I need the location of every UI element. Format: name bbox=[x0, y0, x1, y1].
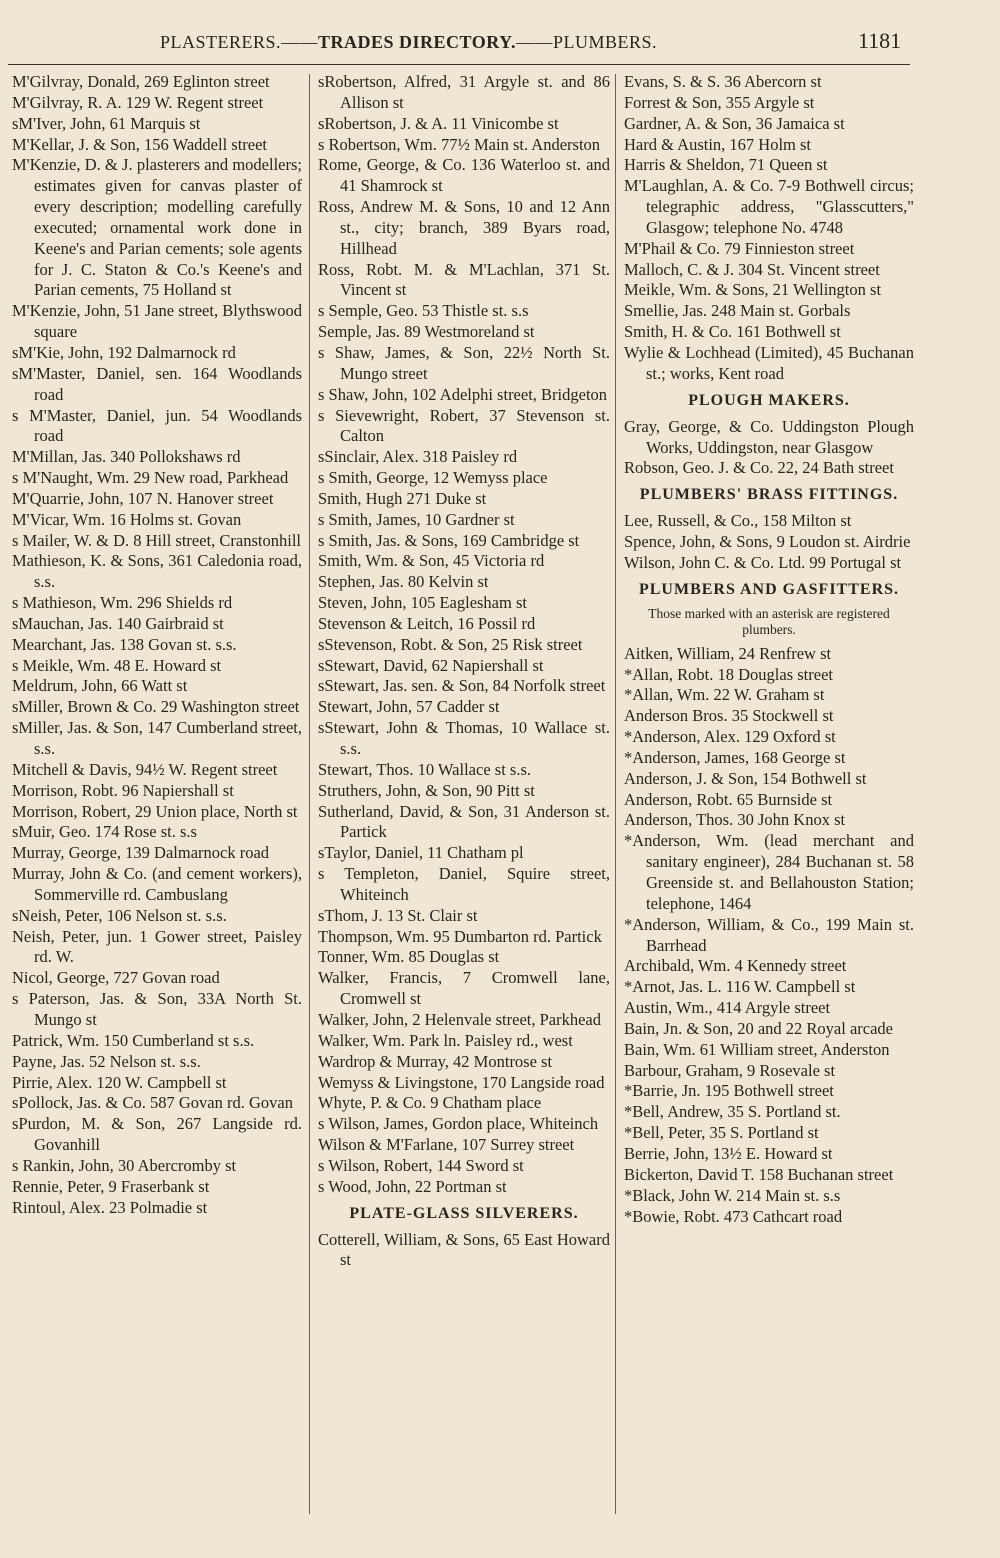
directory-entry: Walker, Wm. Park ln. Paisley rd., west bbox=[318, 1030, 573, 1050]
directory-entry: Austin, Wm., 414 Argyle street bbox=[624, 998, 831, 1018]
directory-entry: Aitken, William, 24 Renfrew st bbox=[624, 643, 832, 663]
directory-entry: Ross, Robt. M. & M'Lachlan, 371 St. Vincent st bbox=[318, 259, 610, 300]
directory-entry: Anderson, J. & Son, 154 Bothwell st bbox=[624, 768, 867, 788]
directory-entry: M'Kenzie, D. & J. plasterers and modellers; estimates given for canvas plaster of every description; modelling carefully executed; ornamental work done in Keene's and Parian cements; sole agents for J. C. Staton & Co.'s Keene's and Parian cements, 75 Holland st bbox=[12, 155, 302, 300]
directory-entry: s Shaw, James, & Son, 22½ North St. Mungo street bbox=[318, 342, 610, 383]
header-center-word: TRADES DIRECTORY. bbox=[318, 32, 516, 52]
directory-entry: *Anderson, Wm. (lead merchant and sanitary engineer), 284 Buchanan st. 58 Greenside st. and Bellahouston Station; telephone, 1464 bbox=[624, 831, 914, 913]
directory-entry: *Anderson, James, 168 George st bbox=[624, 747, 846, 767]
directory-entry: *Allan, Wm. 22 W. Graham st bbox=[624, 685, 825, 705]
directory-entry: Anderson Bros. 35 Stockwell st bbox=[624, 706, 834, 726]
directory-entry: sStewart, John & Thomas, 10 Wallace st. s.s. bbox=[318, 718, 610, 758]
directory-entry: sMuir, Geo. 174 Rose st. s.s bbox=[12, 822, 197, 842]
directory-entry: s Wilson, James, Gordon place, Whiteinch bbox=[318, 1114, 599, 1134]
directory-entry: sPollock, Jas. & Co. 587 Govan rd. Govan bbox=[12, 1093, 293, 1113]
directory-entry: Meldrum, John, 66 Watt st bbox=[12, 676, 188, 696]
column-3 bbox=[624, 72, 914, 1227]
header-dash-1: —— bbox=[281, 32, 319, 52]
directory-entry: Anderson, Thos. 30 John Knox st bbox=[624, 810, 846, 830]
directory-entry: Steven, John, 105 Eaglesham st bbox=[318, 593, 527, 613]
directory-entry: sSinclair, Alex. 318 Paisley rd bbox=[318, 447, 518, 467]
column-2 bbox=[318, 72, 610, 1271]
directory-entry: s M'Naught, Wm. 29 New road, Parkhead bbox=[12, 468, 289, 488]
directory-entry: Sutherland, David, & Son, 31 Anderson st. Partick bbox=[318, 801, 610, 842]
directory-entry: M'Phail & Co. 79 Finnieston street bbox=[624, 238, 855, 258]
directory-entry: Barbour, Graham, 9 Rosevale st bbox=[624, 1060, 836, 1080]
directory-entry: Stephen, Jas. 80 Kelvin st bbox=[318, 572, 489, 592]
directory-entry: Morrison, Robt. 96 Napiershall st bbox=[12, 780, 234, 800]
directory-entry: Walker, John, 2 Helenvale street, Parkhead bbox=[318, 1009, 601, 1029]
directory-entry: *Bell, Peter, 35 S. Portland st bbox=[624, 1123, 819, 1143]
directory-entry: s Wood, John, 22 Portman st bbox=[318, 1176, 507, 1196]
directory-entry: *Allan, Robt. 18 Douglas street bbox=[624, 664, 833, 684]
directory-entry: Robson, Geo. J. & Co. 22, 24 Bath street bbox=[624, 458, 894, 478]
directory-entry: Walker, Francis, 7 Cromwell lane, Cromwell st bbox=[318, 968, 610, 1009]
section-heading: PLATE-GLASS SILVERERS. bbox=[349, 1204, 579, 1222]
directory-entry: Archibald, Wm. 4 Kennedy street bbox=[624, 956, 847, 976]
directory-entry: sMiller, Brown & Co. 29 Washington street bbox=[12, 697, 300, 717]
directory-entry: M'Laughlan, A. & Co. 7-9 Bothwell circus; telegraphic address, "Glasscutters," Glasgow; telephone No. 4748 bbox=[624, 176, 914, 237]
directory-entry: sThom, J. 13 St. Clair st bbox=[318, 905, 478, 925]
directory-entry: Wemyss & Livingstone, 170 Langside road bbox=[318, 1072, 605, 1092]
directory-entry: Gray, George, & Co. Uddingston Plough Works, Uddingston, near Glasgow bbox=[624, 416, 914, 457]
directory-entry: Bain, Wm. 61 William street, Anderston bbox=[624, 1039, 890, 1059]
directory-entry: s Smith, George, 12 Wemyss place bbox=[318, 468, 548, 488]
directory-entry: Mearchant, Jas. 138 Govan st. s.s. bbox=[12, 634, 237, 654]
directory-entry: Patrick, Wm. 150 Cumberland st s.s. bbox=[12, 1030, 255, 1050]
directory-entry: M'Vicar, Wm. 16 Holms st. Govan bbox=[12, 509, 242, 529]
directory-entry: sTaylor, Daniel, 11 Chatham pl bbox=[318, 843, 524, 863]
directory-entry: *Bowie, Robt. 473 Cathcart road bbox=[624, 1206, 843, 1226]
directory-entry: s Mathieson, Wm. 296 Shields rd bbox=[12, 593, 233, 613]
directory-entry: Struthers, John, & Son, 90 Pitt st bbox=[318, 780, 535, 800]
directory-entry: M'Gilvray, Donald, 269 Eglinton street bbox=[12, 72, 270, 91]
section-heading: PLUMBERS' BRASS FITTINGS. bbox=[639, 486, 899, 504]
directory-entry: Forrest & Son, 355 Argyle st bbox=[624, 92, 815, 112]
directory-entry: s M'Master, Daniel, jun. 54 Woodlands road bbox=[12, 405, 302, 446]
directory-entry: Smith, Hugh 271 Duke st bbox=[318, 488, 487, 508]
directory-entry: sStewart, Jas. sen. & Son, 84 Norfolk street bbox=[318, 676, 606, 696]
directory-entry: M'Gilvray, R. A. 129 W. Regent street bbox=[12, 92, 264, 112]
directory-entry: Murray, John & Co. (and cement workers), Sommerville rd. Cambuslang bbox=[12, 864, 302, 904]
directory-entry: Stevenson & Leitch, 16 Possil rd bbox=[318, 613, 536, 633]
directory-entry: s Smith, Jas. & Sons, 169 Cambridge st bbox=[318, 530, 580, 550]
directory-entry: Meikle, Wm. & Sons, 21 Wellington st bbox=[624, 280, 882, 300]
directory-entry: *Anderson, Alex. 129 Oxford st bbox=[624, 727, 836, 747]
directory-entry: sM'Master, Daniel, sen. 164 Woodlands road bbox=[12, 363, 302, 404]
directory-entry: Nicol, George, 727 Govan road bbox=[12, 968, 220, 988]
directory-entry: Stewart, John, 57 Cadder st bbox=[318, 697, 500, 717]
directory-entry: Bain, Jn. & Son, 20 and 22 Royal arcade bbox=[624, 1018, 893, 1038]
directory-entry: sMauchan, Jas. 140 Gairbraid st bbox=[12, 613, 224, 633]
section-heading: PLOUGH MAKERS. bbox=[688, 391, 850, 409]
directory-entry: s Semple, Geo. 53 Thistle st. s.s bbox=[318, 301, 529, 321]
directory-entry: Wardrop & Murray, 42 Montrose st bbox=[318, 1051, 553, 1071]
header-dash-2: —— bbox=[515, 32, 553, 52]
column-1 bbox=[12, 72, 302, 1218]
directory-entry: sNeish, Peter, 106 Nelson st. s.s. bbox=[12, 905, 227, 925]
directory-entry: Rome, George, & Co. 136 Waterloo st. and 41 Shamrock st bbox=[318, 155, 610, 196]
directory-entry: s Paterson, Jas. & Son, 33A North St. Mungo st bbox=[12, 989, 302, 1029]
directory-entry: s Sievewright, Robert, 37 Stevenson st. Calton bbox=[318, 405, 610, 446]
directory-entry: Hard & Austin, 167 Holm st bbox=[624, 134, 812, 154]
directory-entry: s Smith, James, 10 Gardner st bbox=[318, 509, 515, 529]
directory-entry: s Robertson, Wm. 77½ Main st. Anderston bbox=[318, 134, 601, 154]
directory-entry: Smith, Wm. & Son, 45 Victoria rd bbox=[318, 551, 545, 571]
directory-entry: sPurdon, M. & Son, 267 Langside rd. Govanhill bbox=[12, 1114, 302, 1155]
directory-entry: Wilson & M'Farlane, 107 Surrey street bbox=[318, 1135, 575, 1155]
directory-entry: Stewart, Thos. 10 Wallace st s.s. bbox=[318, 759, 531, 779]
directory-entry: s Rankin, John, 30 Abercromby st bbox=[12, 1155, 237, 1175]
directory-entry: M'Kellar, J. & Son, 156 Waddell street bbox=[12, 134, 268, 154]
directory-entry: Rennie, Peter, 9 Fraserbank st bbox=[12, 1176, 210, 1196]
directory-entry: Whyte, P. & Co. 9 Chatham place bbox=[318, 1093, 542, 1113]
directory-entry: sMiller, Jas. & Son, 147 Cumberland street, s.s. bbox=[12, 718, 302, 758]
directory-entry: Spence, John, & Sons, 9 Loudon st. Airdrie bbox=[624, 532, 911, 552]
directory-entry: sStewart, David, 62 Napiershall st bbox=[318, 655, 544, 675]
header-right-word: PLUMBERS. bbox=[552, 32, 657, 52]
directory-entry: Payne, Jas. 52 Nelson st. s.s. bbox=[12, 1051, 201, 1071]
column-divider-2 bbox=[615, 74, 616, 1514]
header-left-word: PLASTERERS. bbox=[160, 32, 282, 52]
page-number: 1181 bbox=[858, 28, 902, 53]
directory-entry: Harris & Sheldon, 71 Queen st bbox=[624, 155, 828, 175]
directory-entry: Evans, S. & S. 36 Abercorn st bbox=[624, 72, 822, 91]
directory-entry: Mathieson, K. & Sons, 361 Caledonia road, s.s. bbox=[12, 551, 302, 592]
directory-entry: sM'Iver, John, 61 Marquis st bbox=[12, 113, 201, 133]
directory-entry: *Arnot, Jas. L. 116 W. Campbell st bbox=[624, 977, 856, 997]
directory-entry: s Meikle, Wm. 48 E. Howard st bbox=[12, 655, 222, 675]
directory-entry: sRobertson, J. & A. 11 Vinicombe st bbox=[318, 113, 559, 133]
directory-entry: *Anderson, William, & Co., 199 Main st. Barrhead bbox=[624, 914, 914, 955]
header-rule bbox=[8, 64, 910, 65]
directory-entry: M'Quarrie, John, 107 N. Hanover street bbox=[12, 488, 274, 508]
directory-entry: Smith, H. & Co. 161 Bothwell st bbox=[624, 322, 841, 342]
directory-entry: s Mailer, W. & D. 8 Hill street, Cranstonhill bbox=[12, 530, 301, 550]
directory-entry: Mitchell & Davis, 94½ W. Regent street bbox=[12, 759, 278, 779]
directory-entry: Malloch, C. & J. 304 St. Vincent street bbox=[624, 259, 880, 279]
directory-entry: Morrison, Robert, 29 Union place, North st bbox=[12, 801, 298, 821]
directory-entry: Murray, George, 139 Dalmarnock road bbox=[12, 843, 270, 863]
directory-entry: *Bell, Andrew, 35 S. Portland st. bbox=[624, 1102, 841, 1122]
directory-entry: Anderson, Robt. 65 Burnside st bbox=[624, 789, 833, 809]
column-divider-1 bbox=[309, 74, 310, 1514]
directory-entry: Semple, Jas. 89 Westmoreland st bbox=[318, 322, 535, 342]
section-heading: PLUMBERS AND GASFITTERS. bbox=[638, 580, 900, 598]
directory-entry: Smellie, Jas. 248 Main st. Gorbals bbox=[624, 301, 851, 321]
directory-entry: M'Millan, Jas. 340 Pollokshaws rd bbox=[12, 447, 241, 467]
directory-entry: Ross, Andrew M. & Sons, 10 and 12 Ann st., city; branch, 389 Byars road, Hillhead bbox=[318, 197, 610, 258]
directory-entry: Berrie, John, 13½ E. Howard st bbox=[624, 1143, 833, 1163]
running-header bbox=[0, 28, 1000, 62]
directory-entry: Pirrie, Alex. 120 W. Campbell st bbox=[12, 1072, 227, 1092]
directory-entry: Tonner, Wm. 85 Douglas st bbox=[318, 947, 500, 967]
directory-entry: s Wilson, Robert, 144 Sword st bbox=[318, 1155, 524, 1175]
directory-entry: s Templeton, Daniel, Squire street, Whiteinch bbox=[318, 864, 610, 904]
directory-entry: *Barrie, Jn. 195 Bothwell street bbox=[624, 1081, 834, 1101]
section-note: Those marked with an asterisk are registered plumbers. bbox=[648, 605, 890, 637]
directory-entry: sStevenson, Robt. & Son, 25 Risk street bbox=[318, 634, 583, 654]
directory-entry: Neish, Peter, jun. 1 Gower street, Paisley rd. W. bbox=[12, 926, 302, 967]
directory-entry: s Shaw, John, 102 Adelphi street, Bridgeton bbox=[318, 384, 608, 404]
directory-entry: Thompson, Wm. 95 Dumbarton rd. Partick bbox=[318, 926, 602, 946]
directory-entry: Bickerton, David T. 158 Buchanan street bbox=[624, 1164, 894, 1184]
directory-entry: Wylie & Lochhead (Limited), 45 Buchanan st.; works, Kent road bbox=[624, 342, 914, 383]
directory-entry: Rintoul, Alex. 23 Polmadie st bbox=[12, 1197, 208, 1217]
directory-entry: Wilson, John C. & Co. Ltd. 99 Portugal st bbox=[624, 552, 902, 572]
directory-entry: Lee, Russell, & Co., 158 Milton st bbox=[624, 511, 852, 531]
directory-entry: *Black, John W. 214 Main st. s.s bbox=[624, 1185, 841, 1205]
directory-entry: sM'Kie, John, 192 Dalmarnock rd bbox=[12, 342, 236, 362]
directory-entry: sRobertson, Alfred, 31 Argyle st. and 86 Allison st bbox=[318, 72, 610, 112]
directory-entry: M'Kenzie, John, 51 Jane street, Blythswood square bbox=[12, 301, 302, 342]
header-title bbox=[160, 32, 657, 53]
directory-entry: Gardner, A. & Son, 36 Jamaica st bbox=[624, 113, 845, 133]
directory-entry: Cotterell, William, & Sons, 65 East Howard st bbox=[318, 1229, 610, 1270]
